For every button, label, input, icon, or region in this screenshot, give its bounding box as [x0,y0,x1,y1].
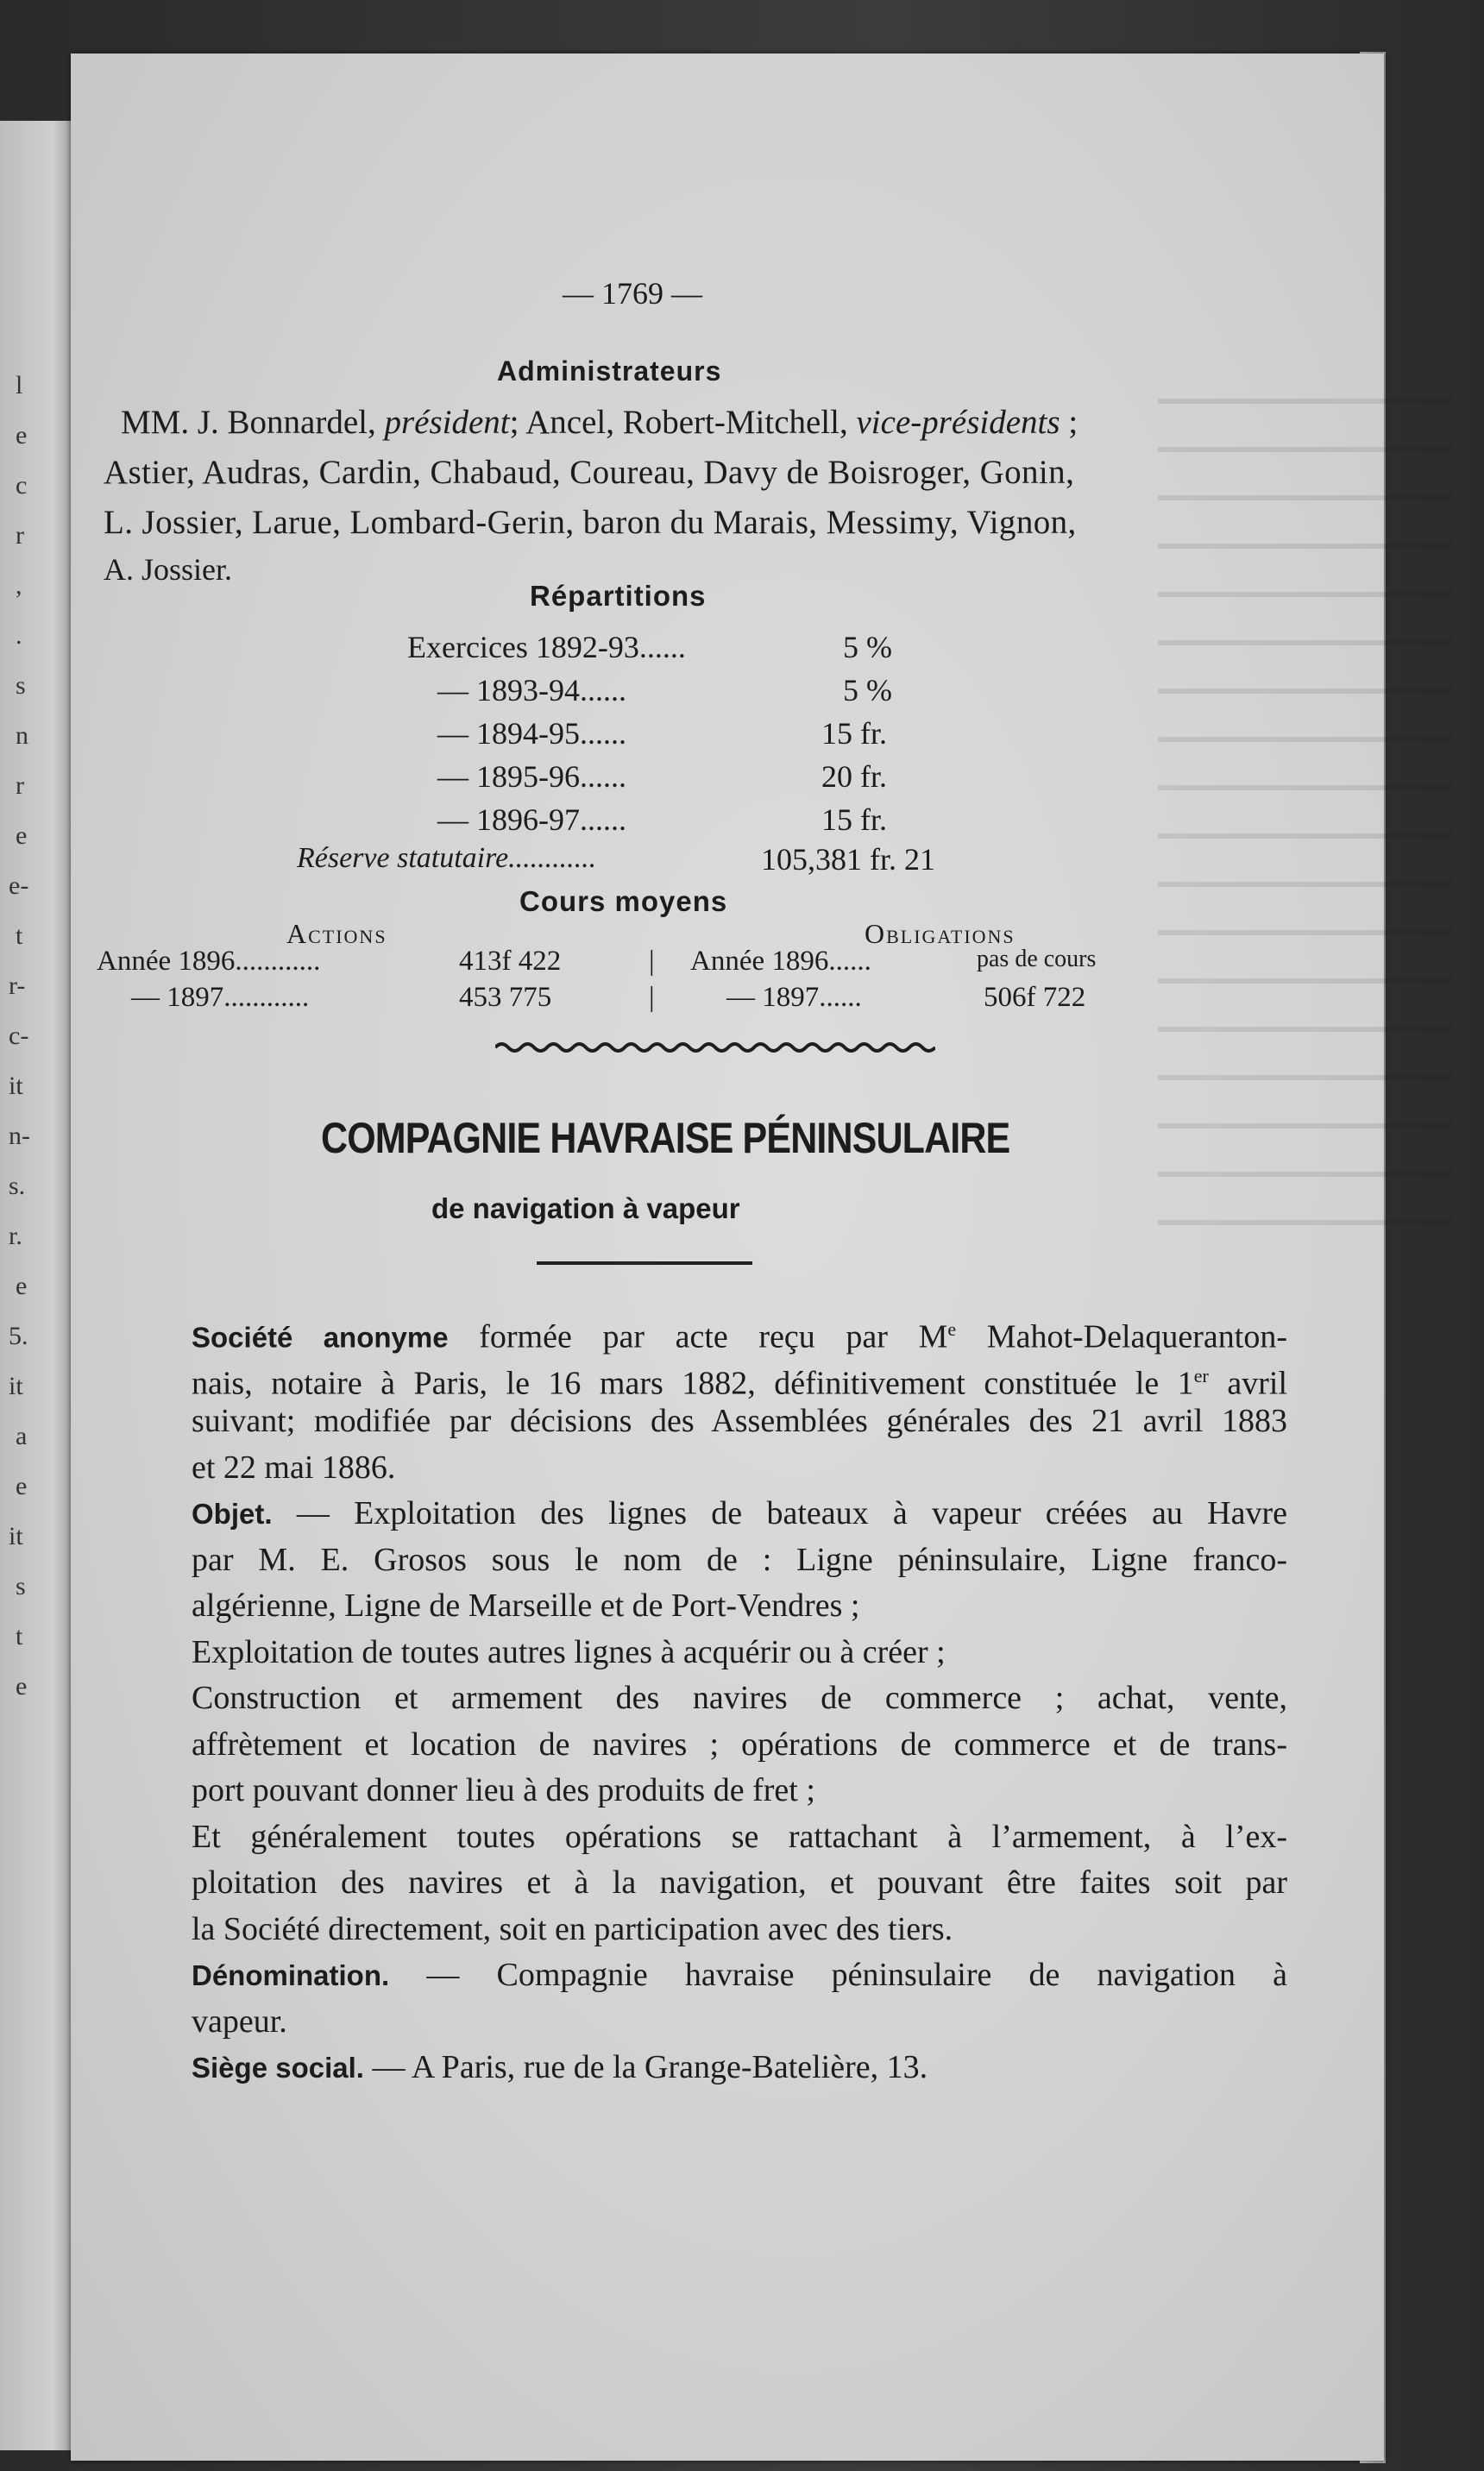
repartition-label: — 1895-96...... [437,759,626,794]
page-number: — 1769 — [563,276,702,311]
body-line: vapeur. [192,2003,287,2040]
obligations-year-label: Année 1896...... [690,946,871,977]
administrateurs-line-2: Astier, Audras, Cardin, Chabaud, Coureau, Davy de Boisroger, Gonin, [104,454,1075,491]
obligations-value: 506f 722 [984,982,1086,1013]
repartition-value: 15 fr. [821,802,887,837]
body-line: Objet. — Exploitation des lignes de bateaux à vapeur créées au Havre [192,1495,1287,1531]
margin-letter: s. [9,1172,26,1200]
body-line: Siège social. — A Paris, rue de la Grange-Batelière, 13. [192,2049,928,2085]
actions-header: Actions [286,918,387,949]
body-line: algérienne, Ligne de Marseille et de Port-Vendres ; [192,1588,860,1624]
body-line: par M. E. Grosos sous le nom de : Ligne péninsulaire, Ligne franco- [192,1541,1287,1578]
repartition-label: — 1894-95...... [437,716,626,751]
repartition-label: Exercices 1892-93...... [407,630,686,664]
margin-letter: e [16,1672,28,1701]
administrateurs-line-3: L. Jossier, Larue, Lombard-Gerin, baron du Marais, Messimy, Vignon, [104,504,1077,541]
repartition-value: 5 % [843,630,892,664]
body-line: port pouvant donner lieu à des produits de fret ; [192,1772,815,1808]
administrateurs-line-4: A. Jossier. [104,552,233,587]
column-separator: | [649,946,655,977]
margin-letter: c [16,471,28,500]
repartition-value: 20 fr. [821,759,887,794]
margin-letter: it [9,1072,23,1100]
body-line: affrètement et location de navires ; opérations de commerce et de trans- [192,1726,1287,1763]
superscript: er [1193,1364,1209,1386]
actions-year-label: Année 1896............ [97,946,321,977]
company-subtitle: de navigation à vapeur [431,1192,740,1224]
body-line: la Société directement, soit en participation avec des tiers. [192,1910,953,1947]
margin-letter: e- [9,871,29,900]
superscript: e [947,1318,957,1340]
margin-letter: 5. [9,1322,28,1350]
column-separator: | [649,982,655,1013]
margin-letter: s [16,671,26,700]
body-line: et 22 mai 1886. [192,1449,396,1486]
body-line: nais, notaire à Paris, le 16 mars 1882, définitivement constituée le 1er avril [192,1364,1287,1402]
margin-letter: c- [9,1022,29,1050]
body-line: Et généralement toutes opérations se rattachant à l’armement, à l’ex- [192,1818,1287,1855]
margin-letter: it [9,1522,23,1550]
paragraph-lead: Société anonyme [192,1321,449,1354]
cours-moyens-heading: Cours moyens [519,885,728,917]
repartition-value: 15 fr. [821,716,887,751]
margin-letter: e [16,421,28,450]
margin-letter: e [16,821,28,850]
body-line: ploitation des navires et à la navigation, et pouvant être faites soit par [192,1864,1287,1901]
margin-letter: , [16,571,22,600]
margin-letter: r- [9,971,26,1000]
paragraph-lead: Dénomination. [192,1959,390,1991]
repartition-label: — 1896-97...... [437,802,626,837]
body-line: Exploitation de toutes autres lignes à acquérir ou à créer ; [192,1633,946,1670]
margin-letter: . [16,621,22,650]
obligations-value: pas de cours [977,946,1097,972]
margin-letter: t [16,1622,23,1650]
obligations-year-label: — 1897...... [726,982,862,1013]
margin-letter: r. [9,1222,22,1250]
margin-letter: n [16,721,28,750]
previous-page-edge [0,121,76,2450]
actions-value: 453 775 [459,982,552,1013]
actions-year-label: — 1897............ [131,982,310,1013]
margin-letter: it [9,1372,23,1400]
company-title: COMPAGNIE HAVRAISE PÉNINSULAIRE [321,1114,1010,1162]
short-rule [537,1261,752,1265]
page [71,53,1384,2461]
reserve-statutaire-label: Réserve statutaire............ [297,842,597,874]
paragraph-lead: Siège social. [192,2052,364,2084]
margin-letter: t [16,921,23,950]
repartitions-heading: Répartitions [530,580,707,612]
margin-letter: r [16,521,24,550]
repartition-label: — 1893-94...... [437,673,626,707]
administrateurs-heading: Administrateurs [497,355,722,387]
margin-letter: l [16,371,23,399]
margin-letter: r [16,771,24,800]
body-line: suivant; modifiée par décisions des Assemblées générales des 21 avril 1883 [192,1403,1287,1439]
margin-letter: a [16,1422,28,1450]
obligations-header: Obligations [865,918,1016,949]
margin-letter: n- [9,1122,30,1150]
margin-letter: e [16,1272,28,1300]
body-line: Société anonyme formée par acte reçu par Me Mahot-Delaqueranton- [192,1318,1287,1355]
body-line: Construction et armement des navires de commerce ; achat, vente, [192,1680,1287,1716]
reserve-statutaire-value: 105,381 fr. 21 [761,842,935,877]
margin-letter: s [16,1572,26,1600]
body-line: Dénomination. — Compagnie havraise péninsulaire de navigation à [192,1957,1287,1993]
show-through-text [1158,399,1451,1261]
wavy-divider [495,1037,935,1058]
margin-letter: e [16,1472,28,1500]
paragraph-lead: Objet. [192,1498,273,1530]
actions-value: 413f 422 [459,946,562,977]
administrateurs-line-1: MM. J. Bonnardel, président; Ancel, Robert-Mitchell, vice-présidents ; [121,404,1078,441]
repartition-value: 5 % [843,673,892,707]
